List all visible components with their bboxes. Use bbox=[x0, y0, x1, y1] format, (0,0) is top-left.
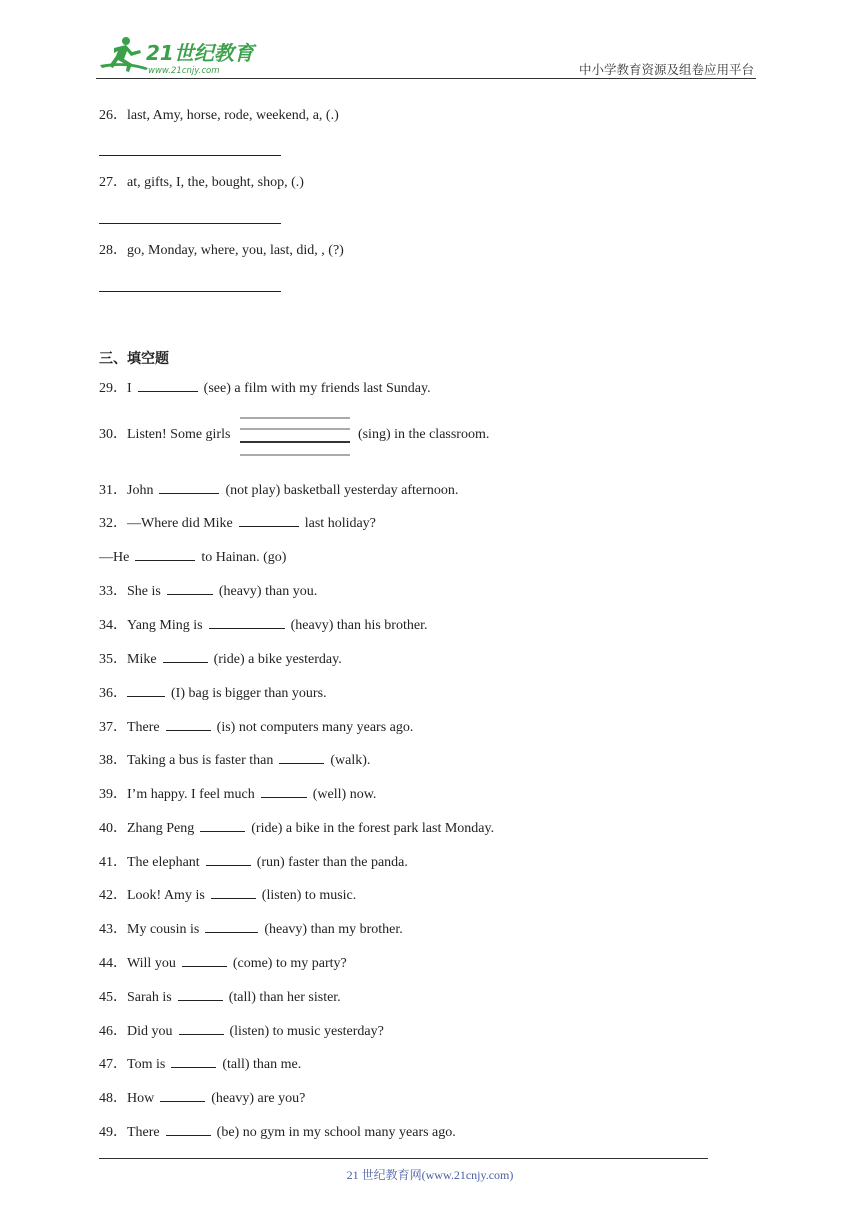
question-post-text: last holiday? bbox=[304, 516, 376, 531]
question-number: 38． bbox=[99, 753, 127, 768]
answer-blank[interactable] bbox=[211, 884, 256, 899]
question-number: 42． bbox=[99, 888, 127, 903]
question-post-text: (listen) to music. bbox=[261, 888, 357, 903]
question-number: 26． bbox=[99, 108, 127, 123]
question-number: 43． bbox=[99, 922, 127, 937]
answer-blank[interactable] bbox=[166, 1121, 211, 1136]
question-pre-text: She is bbox=[127, 584, 161, 599]
question-number: 33． bbox=[99, 584, 127, 599]
question-29 bbox=[99, 377, 431, 398]
question-48 bbox=[99, 1087, 305, 1108]
question-pre-text: The elephant bbox=[127, 855, 200, 870]
answer-line-28[interactable] bbox=[99, 290, 281, 292]
question-30 bbox=[99, 415, 489, 455]
question-number: 47． bbox=[99, 1057, 127, 1072]
answer-blank[interactable] bbox=[182, 952, 227, 967]
question-pre-text: —Where did Mike bbox=[127, 516, 233, 531]
answer-blank[interactable] bbox=[179, 1020, 224, 1035]
question-pre-text: Tom is bbox=[127, 1057, 166, 1072]
question-pre-text: I’m happy. I feel much bbox=[127, 787, 255, 802]
question-number: 27． bbox=[99, 175, 127, 190]
question-post-text: (tall) than her sister. bbox=[228, 990, 341, 1005]
answer-line-26[interactable] bbox=[99, 154, 281, 156]
answer-blank[interactable] bbox=[159, 479, 219, 494]
question-pre-text: There bbox=[127, 720, 160, 735]
answer-blank[interactable] bbox=[171, 1053, 216, 1068]
question-27 bbox=[99, 174, 304, 192]
question-37 bbox=[99, 716, 413, 737]
question-28 bbox=[99, 242, 344, 260]
question-number: 36． bbox=[99, 686, 127, 701]
question-pre-text: John bbox=[127, 483, 154, 498]
question-pre-text: Look! Amy is bbox=[127, 888, 205, 903]
answer-blank[interactable] bbox=[206, 851, 251, 866]
question-number: 48． bbox=[99, 1091, 127, 1106]
question-post-text: (ride) a bike yesterday. bbox=[213, 652, 342, 667]
question-32-answer bbox=[99, 546, 286, 567]
question-pre-text: —He bbox=[99, 550, 130, 565]
svg-text:www.21cnjy.com: www.21cnjy.com bbox=[148, 66, 220, 76]
question-number: 30． bbox=[99, 427, 127, 443]
answer-blank[interactable] bbox=[200, 817, 245, 832]
question-post-text: (heavy) than you. bbox=[218, 584, 318, 599]
footer-divider bbox=[99, 1158, 708, 1159]
question-post-text: (sing) in the classroom. bbox=[357, 427, 490, 443]
question-number: 29． bbox=[99, 381, 127, 396]
page-header bbox=[96, 32, 756, 79]
answer-blank[interactable] bbox=[178, 986, 223, 1001]
question-41 bbox=[99, 851, 408, 872]
question-number: 46． bbox=[99, 1024, 127, 1039]
answer-blank[interactable] bbox=[166, 716, 211, 731]
question-text: at, gifts, I, the, bought, shop, (.) bbox=[127, 175, 304, 190]
answer-blank[interactable] bbox=[239, 512, 299, 527]
question-31 bbox=[99, 479, 458, 500]
section-title: 三、填空题 bbox=[99, 351, 169, 367]
question-post-text: (walk). bbox=[330, 753, 371, 768]
question-number: 35． bbox=[99, 652, 127, 667]
question-pre-text: Did you bbox=[127, 1024, 173, 1039]
answer-blank[interactable] bbox=[261, 783, 307, 798]
question-pre-text: I bbox=[127, 381, 132, 396]
answer-blank[interactable] bbox=[167, 580, 213, 595]
question-45 bbox=[99, 986, 341, 1007]
question-35 bbox=[99, 648, 342, 669]
question-post-text: (run) faster than the panda. bbox=[256, 855, 408, 870]
question-34 bbox=[99, 614, 427, 635]
question-number: 32． bbox=[99, 516, 127, 531]
question-49 bbox=[99, 1121, 456, 1142]
question-post-text: (ride) a bike in the forest park last Monday. bbox=[251, 821, 495, 836]
question-46 bbox=[99, 1020, 384, 1041]
question-pre-text: Will you bbox=[127, 956, 176, 971]
question-43 bbox=[99, 918, 403, 939]
question-pre-text: Sarah is bbox=[127, 990, 172, 1005]
question-number: 39． bbox=[99, 787, 127, 802]
header-platform-text: 中小学教育资源及组卷应用平台 bbox=[578, 63, 754, 77]
question-number: 45． bbox=[99, 990, 127, 1005]
question-pre-text: Mike bbox=[127, 652, 157, 667]
footer-text[interactable]: 21 世纪教育网(www.21cnjy.com) bbox=[346, 1168, 514, 1182]
question-post-text: (heavy) are you? bbox=[211, 1091, 306, 1106]
answer-blank[interactable] bbox=[163, 648, 208, 663]
question-number: 40． bbox=[99, 821, 127, 836]
question-text: last, Amy, horse, rode, weekend, a, (.) bbox=[127, 108, 339, 123]
answer-blank[interactable] bbox=[135, 546, 195, 561]
question-post-text: to Hainan. (go) bbox=[201, 550, 287, 565]
question-post-text: (tall) than me. bbox=[222, 1057, 302, 1072]
question-26 bbox=[99, 107, 339, 125]
answer-blank[interactable] bbox=[138, 377, 198, 392]
question-post-text: (well) now. bbox=[312, 787, 377, 802]
question-44 bbox=[99, 952, 347, 973]
question-number: 41． bbox=[99, 855, 127, 870]
question-number: 49． bbox=[99, 1125, 127, 1140]
question-33 bbox=[99, 580, 317, 601]
answer-blank[interactable] bbox=[279, 749, 324, 764]
question-post-text: (be) no gym in my school many years ago. bbox=[216, 1125, 456, 1140]
question-pre-text: Zhang Peng bbox=[127, 821, 195, 836]
answer-blank[interactable] bbox=[205, 918, 258, 933]
question-post-text: (is) not computers many years ago. bbox=[216, 720, 414, 735]
question-pre-text: Listen! Some girls bbox=[127, 427, 231, 443]
answer-blank[interactable] bbox=[127, 682, 165, 697]
answer-blank[interactable] bbox=[160, 1087, 205, 1102]
question-47 bbox=[99, 1053, 301, 1074]
svg-text:21世纪教育: 21世纪教育 bbox=[146, 41, 254, 65]
question-post-text: (heavy) than his brother. bbox=[290, 618, 428, 633]
question-number: 34． bbox=[99, 618, 127, 633]
question-40 bbox=[99, 817, 494, 838]
question-pre-text: How bbox=[127, 1091, 155, 1106]
answer-blank-image[interactable] bbox=[240, 415, 350, 455]
question-post-text: (see) a film with my friends last Sunday. bbox=[203, 381, 431, 396]
question-39 bbox=[99, 783, 376, 804]
answer-blank[interactable] bbox=[209, 614, 285, 629]
question-pre-text: My cousin is bbox=[127, 922, 200, 937]
question-38 bbox=[99, 749, 370, 770]
question-post-text: (not play) basketball yesterday afternoon. bbox=[225, 483, 459, 498]
question-post-text: (heavy) than my brother. bbox=[264, 922, 403, 937]
question-post-text: (come) to my party? bbox=[232, 956, 347, 971]
question-pre-text: Yang Ming is bbox=[127, 618, 203, 633]
question-number: 31． bbox=[99, 483, 127, 498]
question-post-text: (I) bag is bigger than yours. bbox=[171, 686, 327, 701]
logo-21cnjy bbox=[96, 32, 266, 76]
question-pre-text: There bbox=[127, 1125, 160, 1140]
answer-line-27[interactable] bbox=[99, 222, 281, 224]
question-42 bbox=[99, 884, 356, 905]
question-36 bbox=[99, 682, 327, 703]
question-number: 44． bbox=[99, 956, 127, 971]
question-pre-text: Taking a bus is faster than bbox=[127, 753, 274, 768]
question-32 bbox=[99, 512, 376, 533]
question-number: 28． bbox=[99, 243, 127, 258]
question-number: 37． bbox=[99, 720, 127, 735]
question-post-text: (listen) to music yesterday? bbox=[229, 1024, 384, 1039]
question-text: go, Monday, where, you, last, did, , (?) bbox=[127, 243, 344, 258]
